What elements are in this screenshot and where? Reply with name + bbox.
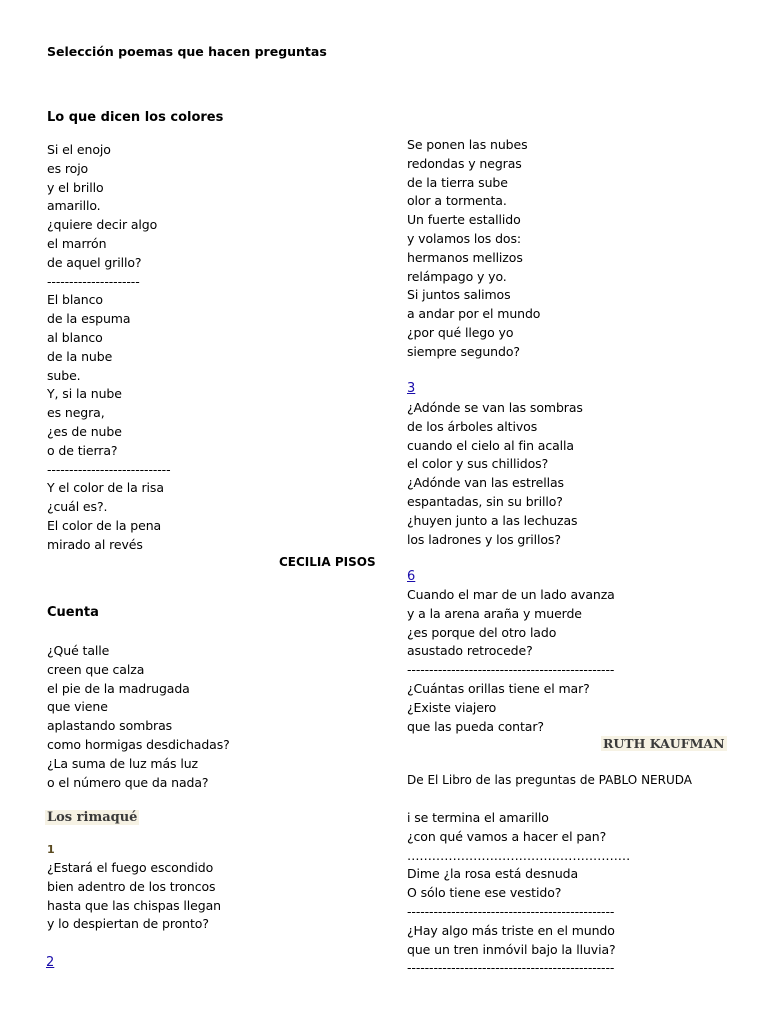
poem-line: como hormigas desdichadas? <box>47 737 230 752</box>
poem-line: el color y sus chillidos? <box>407 456 549 472</box>
poem-line: y lo despiertan de pronto? <box>47 916 209 932</box>
poem-line: ¿Adónde van las estrellas <box>407 475 564 491</box>
poem-line: ¿es de nube <box>47 424 122 439</box>
poem-line: O sólo tiene ese vestido? <box>407 885 562 901</box>
poem-line: al blanco <box>47 330 103 345</box>
poem-line: ¿Adónde se van las sombras <box>407 400 583 415</box>
poem-line: Si juntos salimos <box>407 287 511 303</box>
section-link-3[interactable]: 3 <box>407 381 416 396</box>
author-ruth-kaufman: RUTH KAUFMAN <box>603 736 725 751</box>
poem-line: que un tren inmóvil bajo la lluvia? <box>407 941 616 957</box>
poem-line: de los árboles altivos <box>407 418 538 434</box>
section-link-6[interactable]: 6 <box>407 569 416 584</box>
poem-title-cuenta: Cuenta <box>47 605 99 620</box>
document-title: Selección poemas que hacen preguntas <box>47 44 327 59</box>
poem-line: y el brillo <box>47 179 104 195</box>
poem-line: --------------------- <box>47 273 140 289</box>
poem-line: ¿Existe viajero <box>407 699 497 715</box>
poem-line: Se ponen las nubes <box>407 137 528 152</box>
poem-line: los ladrones y los grillos? <box>407 531 561 547</box>
poem-line: ---------------------------- <box>47 461 171 477</box>
poem-line: y volamos los dos: <box>407 231 521 246</box>
author-cecilia-pisos: CECILIA PISOS <box>279 555 376 569</box>
poem-line: ……………………………………………… <box>407 847 631 863</box>
poem-line: ¿cuál es?. <box>47 499 108 515</box>
poem-line: Un fuerte estallido <box>407 212 521 228</box>
poem-line: Y, si la nube <box>47 386 122 402</box>
poem-line: Y el color de la risa <box>47 480 164 496</box>
poem-line: que viene <box>47 699 108 715</box>
poem-line: Dime ¿la rosa está desnuda <box>407 866 579 882</box>
poem-line: hasta que las chispas llegan <box>47 897 221 913</box>
poem-line: hermanos mellizos <box>407 249 523 265</box>
poem-line: asustado retrocede? <box>407 643 533 659</box>
poem-line: ¿La suma de luz más luz <box>47 755 198 771</box>
poem-line: siempre segundo? <box>407 343 520 359</box>
poem-line: espantadas, sin su brillo? <box>407 494 563 509</box>
poem-line: creen que calza <box>47 661 145 677</box>
poem-line: relámpago y yo. <box>407 268 507 284</box>
poem-line: mirado al revés <box>47 536 143 552</box>
poem-line: ----------------------------------------------- <box>407 904 615 919</box>
poem-line: aplastando sombras <box>47 718 173 734</box>
poem-line: a andar por el mundo <box>407 306 541 322</box>
section-link-2[interactable]: 2 <box>46 955 55 970</box>
poem-line: ¿Hay algo más triste en el mundo <box>407 922 615 938</box>
poem-line: es negra, <box>47 405 105 421</box>
poem-line: de la espuma <box>47 311 131 327</box>
poem-line: el marrón <box>47 236 107 251</box>
poem-line: ----------------------------------------------- <box>407 960 615 976</box>
poem-line: ¿es porque del otro lado <box>407 624 557 640</box>
poem-line: el pie de la madrugada <box>47 680 190 696</box>
poem-line: ¿huyen junto a las lechuzas <box>407 512 578 528</box>
poem-line: redondas y negras <box>407 155 522 171</box>
poem-title-lo-que-dicen: Lo que dicen los colores <box>47 110 224 125</box>
neruda-intro: De El Libro de las preguntas de PABLO NERUDA <box>407 773 692 787</box>
poem-line: o de tierra? <box>47 442 118 458</box>
poem-line: de la nube <box>47 348 113 364</box>
poem-line: ¿Estará el fuego escondido <box>47 860 214 875</box>
poem-line: El color de la pena <box>47 518 162 533</box>
poem-line: amarillo. <box>47 198 101 214</box>
poem-line: ¿Qué talle <box>47 643 110 658</box>
poem-line: i se termina el amarillo <box>407 810 549 825</box>
section-number-1: 1 <box>47 843 55 856</box>
poem-line: o el número que da nada? <box>47 774 209 790</box>
poem-line: Si el enojo <box>47 142 111 157</box>
poem-line: olor a tormenta. <box>407 193 507 209</box>
poem-line: El blanco <box>47 292 103 308</box>
poem-line: de la tierra sube <box>407 174 508 190</box>
poem-line: ¿Cuántas orillas tiene el mar? <box>407 681 590 696</box>
poem-line: y a la arena araña y muerde <box>407 605 582 621</box>
poem-line: que las pueda contar? <box>407 718 544 734</box>
poem-line: es rojo <box>47 160 89 176</box>
poem-line: ¿con qué vamos a hacer el pan? <box>407 828 607 844</box>
poem-line: Cuando el mar de un lado avanza <box>407 587 615 602</box>
poem-line: de aquel grillo? <box>47 254 142 270</box>
poem-line: bien adentro de los troncos <box>47 878 216 894</box>
poem-line: sube. <box>47 367 81 383</box>
poem-line: ----------------------------------------------- <box>407 662 615 678</box>
poem-line: ¿quiere decir algo <box>47 217 158 233</box>
poem-line: cuando el cielo al fin acalla <box>407 437 574 453</box>
poem-title-los-rimaque: Los rimaqué <box>47 810 138 825</box>
poem-line: ¿por qué llego yo <box>407 325 514 340</box>
